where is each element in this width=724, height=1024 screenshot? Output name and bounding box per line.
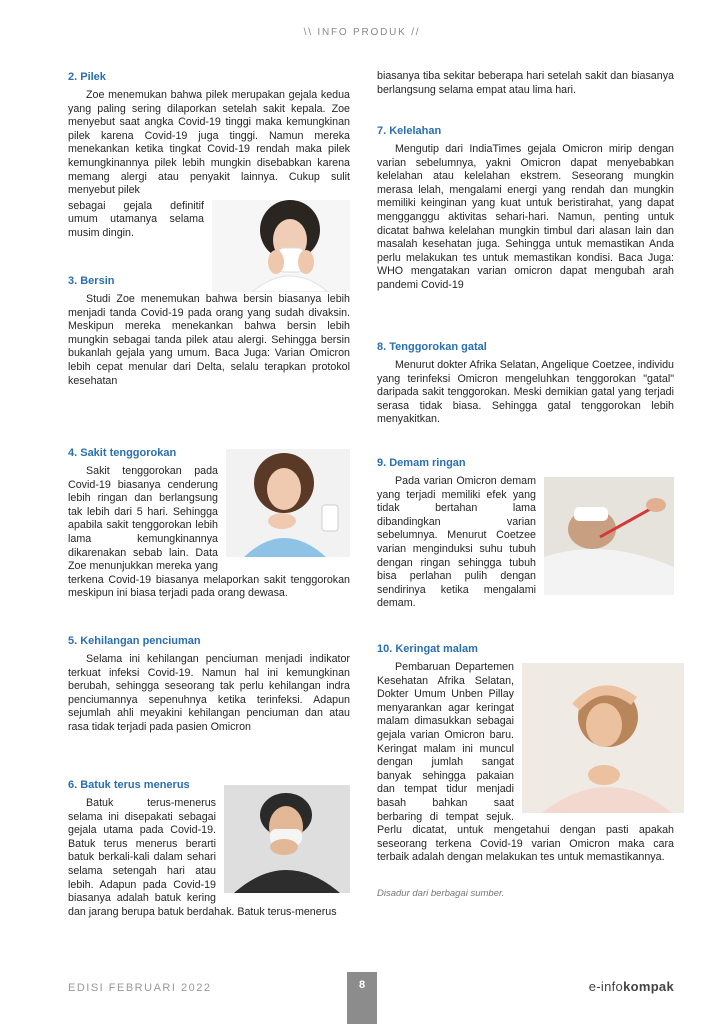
section-batuk: [68, 778, 350, 919]
batuk-text: Batuk terus-menerus selama ini disepakati sebagai gejala utama pada Covid-19. Batuk terus menerus berarti batuk berkali-kali dalam sehari selama setengah hari atau lebih. Adapun pada Covid-19 biasanya adalah batuk kering dan jarang berupa batuk berdahak. Batuk terus-menerus: [68, 797, 337, 918]
tenggorokan-text: Sakit tenggorokan pada Covid-19 biasanya cenderung lebih ringan dan berlangsung tak lebih dari 5 hari. Sehingga apabila sakit tenggorokan lebih lama kemungkinannya dikarenakan sebab lain. Data Zoe menunjukkan mereka yang terkena Covid-19 biasanya melaporkan sakit tenggorokan meskipun ini biasa terjadi pada orang dewasa.: [68, 465, 350, 600]
heading-kelelahan: 7. Kelelahan: [377, 125, 442, 137]
bersin-text: Studi Zoe menemukan bahwa bersin biasanya lebih menjadi tanda Covid-19 pada orang yang sudah divaksin. Meskipun mereka menekankan bahwa bersin lebih mungkin sebagai tanda pilek atau alergi. Sehingga bersin bukanlah gejala yang umum. Baca Juga: Varian Omicron lebih cepat menular dari Delta, selalu terapkan protokol kesehatan: [68, 293, 350, 387]
edition-label: EDISI FEBRUARI 2022: [68, 982, 212, 994]
batuk-text-cont: biasanya tiba sekitar beberapa hari setelah sakit dan biasanya berlangsung selama empat atau lima hari.: [377, 70, 674, 96]
page-number: 8: [347, 972, 377, 1024]
heading-keringat-malam: 10. Keringat malam: [377, 643, 478, 655]
kelelahan-text: Mengutip dari IndiaTimes gejala Omicron mirip dengan varian sebelumnya, yakni Omicron dapat menyebabkan kelelahan atau kelelahan ekstrem. Seseorang mungkin merasa lelah, mengalami energi yang rendah dan mungkin memiliki keinginan yang kuat untuk beristirahat, yang dapat mengganggu aktivitas sehari-hari. Namun, penting untuk dicatat bahwa kelelahan mungkin timbul dari alasan lain dan masalah kesehatan juga. Sehingga untuk memastikan Anda perlu melakukan tes untuk memastikan kondisi. Baca Juga: WHO mengatakan varian omicron dapat mengubah arah pandemi Covid-19: [377, 143, 674, 291]
keringat-text: Pembaruan Departemen Kesehatan Afrika Selatan, Dokter Umum Unben Pillay menyarankan agar keringat malam dimasukkan sebagai gejala varian Omicron baru. Keringat malam ini muncul dengan jumlah sangat banyak sehingga pakaian dan tempat tidur menjadi basah bahkan saat berbaring di tempat sejuk. Perlu dicatat, untuk mengetahui dengan pasti apakah seseorang terkena Covid-19 varian Omicron maka cara terbaik adalah dengan melakukan tes untuk memastikannya.: [377, 661, 674, 864]
section-bersin: [68, 274, 350, 388]
section-demam-ringan: [377, 456, 674, 611]
photo-man-thermometer: [544, 477, 674, 595]
heading-pilek: 2. Pilek: [68, 71, 106, 83]
pilek-text: Zoe menemukan bahwa pilek merupakan gejala kedua yang paling sering dilaporkan setelah sakit kepala. Zoe menyebut saat angka Covid-19 tinggi maka kemungkinan pilek karena Covid-19 juga tinggi. Namun mereka menekankan ketika tingkat Covid-19 rendah maka pilek kemungkinannya pilek lebih mungkin disebabkan karena memang alergi atau penyakit lainnya. Cukup sulit menyebut pilek: [68, 89, 350, 197]
section-sakit-tenggorokan: [68, 446, 350, 601]
pilek-text-cont: sebagai gejala definitif umum utamanya selama musim dingin.: [68, 199, 204, 239]
penciuman-text: Selama ini kehilangan penciuman menjadi indikator terkuat infeksi Covid-19. Namun hal ini kemungkinan berubah, sehingga seseorang tak perlu kehilangan indra penciumannya sepenuhnya ketika terinfeksi. Adapun sejumlah ahli meyakini kehilangan penciuman dan atau rasa tidak terjadi pada pasien Omicron: [68, 653, 350, 733]
source-note: Disadur dari berbagai sumber.: [377, 888, 505, 899]
heading-batuk: 6. Batuk terus menerus: [68, 779, 190, 791]
photo-woman-sore-throat: [226, 449, 350, 557]
heading-kehilangan-penciuman: 5. Kehilangan penciuman: [68, 635, 201, 647]
heading-demam-ringan: 9. Demam ringan: [377, 457, 466, 469]
section-kehilangan-penciuman: [68, 634, 350, 735]
brand-light: e-info: [588, 979, 624, 994]
section-batuk-cont: [377, 70, 674, 97]
photo-woman-night-sweat: [522, 663, 684, 813]
demam-text: Pada varian Omicron demam yang terjadi memiliki efek yang tidak bertahan lama dibandingkan varian sebelumnya. Menurut Coetzee varian menginduksi suhu tubuh dengan ringan sehingga tubuh bisa perlahan pulih dengan sendirinya ketika mengalami demam.: [377, 475, 536, 610]
brand-bold: kompak: [623, 979, 674, 994]
section-tenggorokan-gatal: [377, 340, 674, 427]
section-kelelahan: [377, 124, 674, 293]
gatal-text: Menurut dokter Afrika Selatan, Angelique Coetzee, individu yang terinfeksi Omicron mengeluhkan tenggorokan "gatal" daripada sakit tenggorokan. Meski demikian gatal yang terjadi serasa tidak biasa. Sehingga gatal tenggorokan lebih menyakitkan.: [377, 359, 674, 426]
brand-logo: [589, 979, 674, 994]
heading-tenggorokan-gatal: 8. Tenggorokan gatal: [377, 341, 487, 353]
heading-bersin: 3. Bersin: [68, 275, 115, 287]
section-keringat-malam: [377, 642, 674, 865]
photo-man-coughing: [224, 785, 350, 893]
heading-sakit-tenggorokan: 4. Sakit tenggorokan: [68, 447, 177, 459]
section-pilek: [68, 70, 350, 296]
section-header: \\ INFO PRODUK //: [303, 27, 421, 38]
